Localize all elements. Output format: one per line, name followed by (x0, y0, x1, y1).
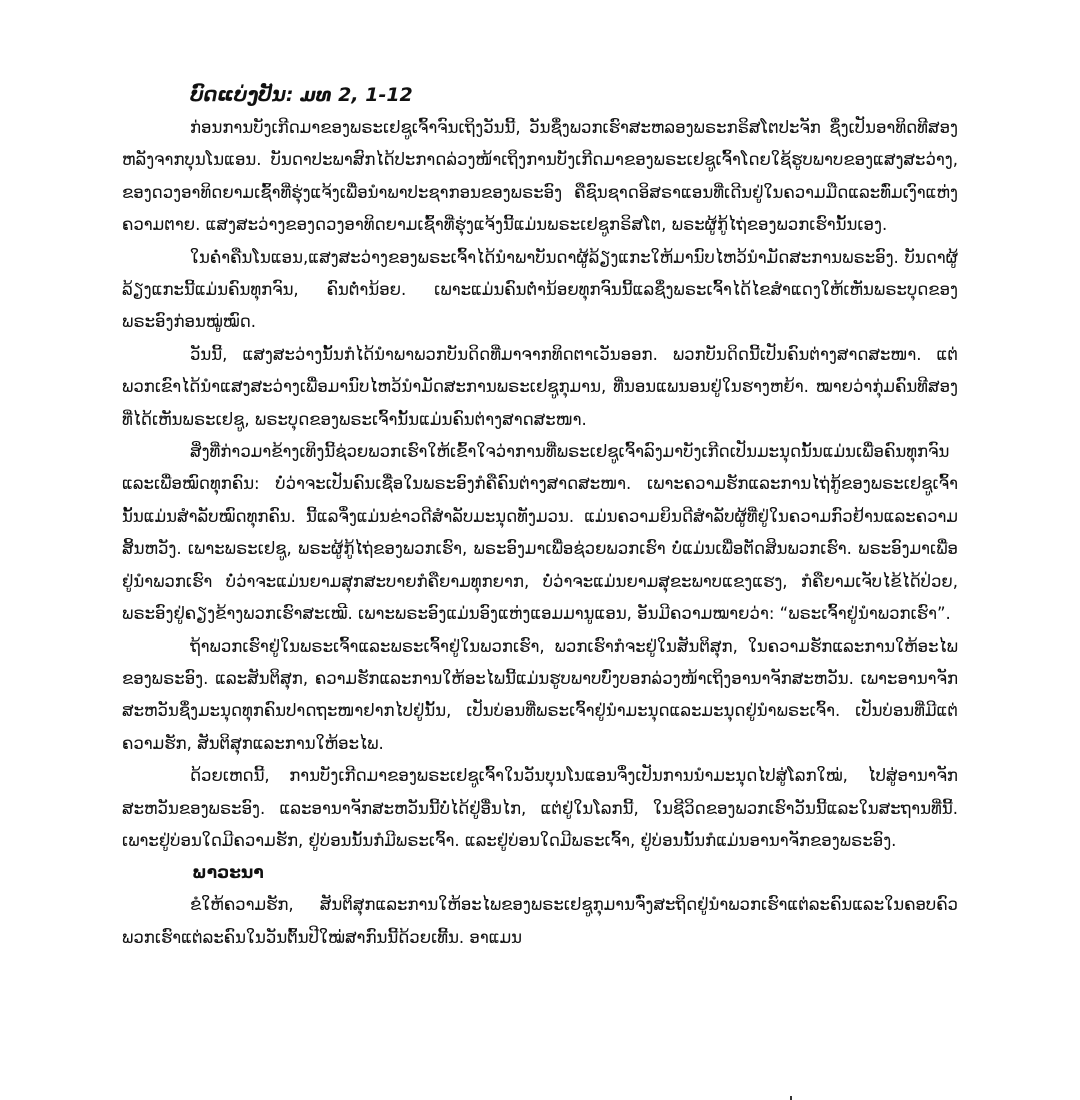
document-page (122, 80, 958, 954)
paragraph-5: ຖ້າພວກເຮົາຢູ່ໃນພຣະເຈົ້າແລະພຣະເຈົ້າຢູ່ໃນພວກເຮົາ, ພວກເຮົາກໍຈະຢູ່ໃນສັນຕິສຸກ, ໃນຄວາມຮັກແລະການໃຫ້ອະໄພຂອງພຣະອົງ. ແລະສັນຕິສຸກ, ຄວາມຮັກແລະການໃຫ້ອະໄພນີ້ແມ່ນຮູບພາບບົ່ງບອກລ່ວງໜ້າເຖິງອານາຈັກສະຫວັນ. ເພາະອານາຈັກສະຫວັນຊຶ່ງມະນຸດທຸກຄົນປາດຖະໜາຢາກໄປຢູ່ນັ້ນ, ເປັນບ່ອນທີ່ພຣະເຈົ້າຢູ່ນຳມະນຸດແລະມະນຸດຢູ່ນຳພຣະເຈົ້າ. ເປັນບ່ອນທີ່ມີແຕ່ຄວາມຮັກ, ສັນຕິສຸກແລະການໃຫ້ອະໄພ. (122, 636, 958, 753)
paragraph-3: ວັນນີ້, ແສງສະວ່າງນັ້ນກໍໄດ້ນຳພາພວກບັນດິດທີ່ມາຈາກທິດຕາເວັນອອກ. ພວກບັນດິດນີ້ເປັນຄົນຕ່າງສາດສະໜາ. ແຕ່ພວກເຂົາໄດ້ນຳແສງສະວ່າງເພື່ອມານົບໄຫວ້ນຳມັດສະການພຣະເຢຊູກຸມານ, ທີ່ນອນແພນອນຢູ່ໃນຮາງຫຍ້າ. ໝາຍວ່າກຸ່ມຄົນທີສອງທີ່ໄດ້ເຫັນພຣະເຢຊູ, ພຣະບຸດຂອງພຣະເຈົ້ານັ້ນແມ່ນຄົນຕ່າງສາດສະໜາ. (122, 344, 958, 429)
prayer-text: ຂໍໃຫ້ຄວາມຮັກ, ສັນຕິສຸກແລະການໃຫ້ອະໄພຂອງພຣະເຢຊູກຸມານຈົ່ງສະຖິດຢູ່ນຳພວກເຮົາແຕ່ລະຄົນແລະໃນຄອບຄົວພວກເຮົາແຕ່ລະຄົນໃນວັນຕົ້ນປີໃໝ່ສາກົນນີ້ດ້ວຍເທີ້ນ. ອາແມນ (122, 895, 958, 947)
paragraph-6: ດ້ວຍເຫດນີ້, ການບັງເກີດມາຂອງພຣະເຢຊູເຈົ້າໃນວັນບຸນໂນແອນຈຶ່ງເປັນການນຳມະນຸດໄປສູ່ໂລກໃໝ່, ໄປສູ່ອານາຈັກສະຫວັນຂອງພຣະອົງ. ແລະອານາຈັກສະຫວັນນີ້ບໍ່ໄດ້ຢູ່ອື່ນໄກ, ແຕ່ຢູ່ໃນໂລກນີ້, ໃນຊີວິດຂອງພວກເຮົາວັນນີ້ແລະໃນສະຖານທີ່ນີ້. ເພາະຢູ່ບ່ອນໃດມີຄວາມຮັກ, ຢູ່ບ່ອນນັ້ນກໍມີພຣະເຈົ້າ. ແລະຢູ່ບ່ອນໃດມີພຣະເຈົ້າ, ຢູ່ບ່ອນນັ້ນກໍແມ່ນອານາຈັກຂອງພຣະອົງ. (122, 766, 958, 850)
paragraph-4: ສິ່ງທີ່ກ່າວມາຂ້າງເທິງນີ້ຊ່ວຍພວກເຮົາໃຫ້ເຂົ້າໃຈວ່າການທີ່ພຣະເຢຊູເຈົ້າລົງມາບັງເກີດເປັນມະນຸດນັ້ນແມ່ນເພື່ອຄົນທຸກຈົນແລະເພື່ອໝົດທຸກຄົນ: ບໍ່ວ່າຈະເປັນຄົນເຊື່ອໃນພຣະອົງກໍຄືຄົນຕ່າງສາດສະໜາ. ເພາະຄວາມຮັກແລະການໄຖ່ກູ້ຂອງພຣະເຢຊູເຈົ້ານັ້ນແມ່ນສຳລັບໝົດທຸກຄົນ. ນີ້ແລຈຶ່ງແມ່ນຂ່າວດີສຳລັບມະນຸດທັງມວນ. ແມ່ນຄວາມຍິນດີສຳລັບຜູ້ທີ່ຢູ່ໃນຄວາມກົວຢ້ານແລະຄວາມສິ້ນຫວັງ. ເພາະພຣະເຢຊູ, ພຣະຜູ້ກູ້ໄຖ່ຂອງພວກເຮົາ, ພຣະອົງມາເພື່ອຊ່ວຍພວກເຮົາ ບໍ່ແມ່ນເພື່ອຕັດສິນພວກເຮົາ. ພຣະອົງມາເພື່ອຢູ່ນຳພວກເຮົາ ບໍ່ວ່າຈະແມ່ນຍາມສຸກສະບາຍກໍຄືຍາມທຸກຍາກ, ບໍ່ວ່າຈະແມ່ນຍາມສຸຂະພາບແຂງແຮງ, ກໍຄືຍາມເຈັບໄຂ້ໄດ້ປ່ວຍ, ພຣະອົງຢູ່ຄຽງຂ້າງພວກເຮົາສະເໝີ. ເພາະພຣະອົງແມ່ນອົງແຫ່ງແອມມານູແອນ, ອັນມີຄວາມໝາຍວ່າ: “ພຣະເຈົ້າຢູ່ນຳພວກເຮົາ”. (122, 442, 958, 624)
prayer-title: ພາວະນາ (192, 863, 264, 884)
document-heading: ບົດແບ່ງປັນ: ມທ 2, 1-12 (190, 84, 413, 106)
page-edge-mark (790, 1096, 792, 1100)
paragraph-1: ກ່ອນການບັງເກີດມາຂອງພຣະເຢຊູເຈົ້າຈົນເຖິງວັນນີ້, ວັນຊຶ່ງພວກເຮົາສະຫລອງພຣະກຣິສໂຕປະຈັກ ຊຶ່ງເປັນອາທິດທີສອງຫລັງຈາກບຸນໂນແອນ. ບັນດາປະພາສົກໄດ້ປະກາດລ່ວງໜ້າເຖິງການບັງເກີດມາຂອງພຣະເຢຊູເຈົ້າໂດຍໃຊ້ຮູບພາບຂອງແສງສະວ່າງ, ຂອງດວງອາທິດຍາມເຊົ້າທີ່ຮຸ່ງແຈ້ງເພື່ອນຳພາປະຊາກອນຂອງພຣະອົງ ຄືຊົນຊາດອິສຣາແອນທີ່ເດີນຢູ່ໃນຄວາມມືດແລະທົ່ມເງົາແຫ່ງຄວາມຕາຍ. ແສງສະວ່າງຂອງດວງອາທິດຍາມເຊົ້າທີ່ຮຸ່ງແຈ້ງນີ້ແມ່ນພຣະເຢຊູກຣິສໂຕ, ພຣະຜູ້ກູ້ໄຖ່ຂອງພວກເຮົານັ້ນເອງ. (122, 118, 958, 235)
paragraph-2: ໃນຄ່ຳຄືນໂນແອນ,ແສງສະວ່າງຂອງພຣະເຈົ້າໄດ້ນຳພາບັນດາຜູ້ລ້ຽງແກະໃຫ້ມານົບໄຫວ້ນຳມັດສະການພຣະອົງ. ບັນດາຜູ້ລ້ຽງແກະນີ້ແມ່ນຄົນທຸກຈົນ, ຄົນຕ່ຳນ້ອຍ. ເພາະແມ່ນຄົນຕ່ຳນ້ອຍທຸກຈົນນີ້ແລຊຶ່ງພຣະເຈົ້າໄດ້ໄຂສຳແດງໃຫ້ເຫັນພຣະບຸດຂອງພຣະອົງກ່ອນໝູ່ໝົດ. (122, 247, 958, 332)
